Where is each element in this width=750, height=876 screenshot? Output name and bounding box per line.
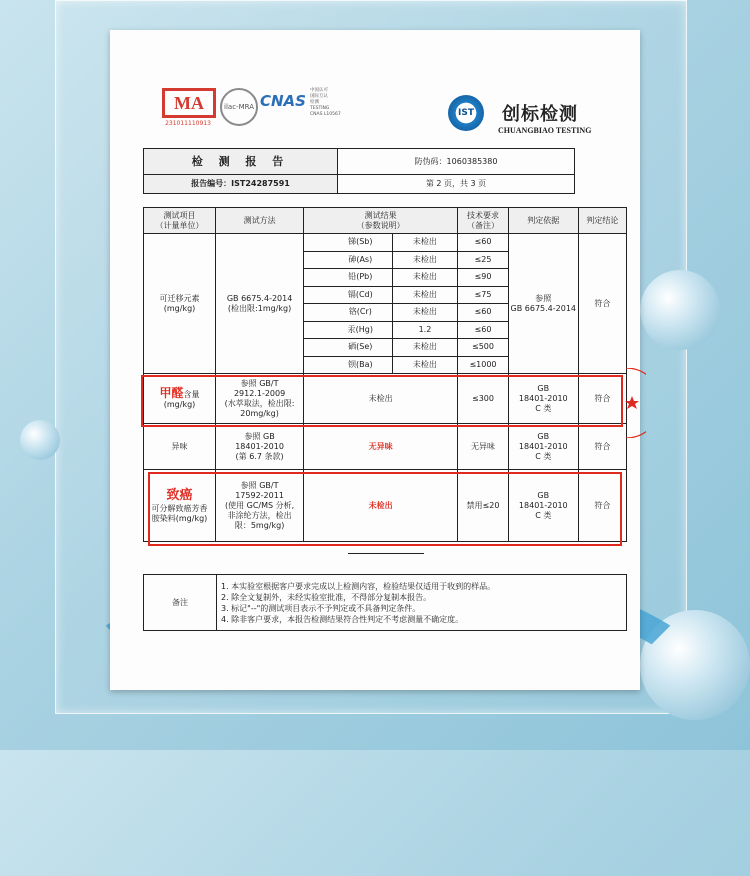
element-name: 镉(Cd) [329,286,392,304]
decorative-sphere [20,420,60,460]
col-result: 测试结果 （参数说明） [304,208,458,234]
element-req: ≤60 [458,304,508,322]
formaldehyde-highlight [141,375,623,427]
element-req: ≤25 [458,251,508,269]
note-item: 2. 除全文复制外，未经实验室批准，不得部分复制本报告。 [221,592,432,602]
element-name: 汞(Hg) [329,321,392,339]
element-name: 钡(Ba) [329,356,392,374]
formaldehyde-item: 甲醛含量 (mg/kg) [144,374,216,424]
cnas-info: 中国认可 国际互认 检测 TESTING CNAS L10567 [310,88,341,117]
element-name: 铅(Pb) [329,269,392,287]
element-result: 未检出 [392,304,458,322]
element-req: ≤1000 [458,356,508,374]
element-name: 砷(As) [329,251,392,269]
element-name: 硒(Se) [329,339,392,357]
note-item: 3. 标记"--"的测试项目表示不予判定或不具备判定条件。 [221,603,421,613]
notes-label: 备注 [144,575,217,631]
note-item: 1. 本实验室根据客户要求完成以上检测内容，检验结果仅适用于收到的样品。 [221,581,496,591]
element-name: 锑(Sb) [329,234,392,252]
cma-logo [162,88,214,126]
element-result: 未检出 [392,356,458,374]
element-result: 1.2 [392,321,458,339]
element-req: ≤60 [458,321,508,339]
cnas-logo-text: CNAS [260,92,306,110]
report-number: 报告编号：IST24287591 [144,175,338,194]
migratable-method: GB 6675.4-2014 (检出限:1mg/kg) [216,234,304,374]
formaldehyde-conclusion: 符合 [578,374,626,424]
carcinogen-conclusion: 符合 [578,470,626,542]
cnas-logo [260,92,312,128]
col-requirement: 技术要求 （备注） [458,208,508,234]
divider-line [348,553,424,554]
carcinogen-result: 未检出 [304,470,458,542]
migratable-basis: 参照 GB 6675.4-2014 [508,234,578,374]
anti-fake-code: 防伪码：1060385380 [338,149,575,175]
cma-number: 231011110913 [165,120,211,127]
migratable-item: 可迁移元素 (mg/kg) [144,234,216,374]
col-conclusion: 判定结论 [578,208,626,234]
element-req: ≤75 [458,286,508,304]
element-result: 未检出 [392,234,458,252]
migratable-conclusion: 符合 [578,234,626,374]
odor-result: 无异味 [304,424,458,470]
formaldehyde-basis: GB 18401-2010 C 类 [508,374,578,424]
carcinogen-highlight [148,472,622,546]
odor-basis: GB 18401-2010 C 类 [508,424,578,470]
element-req: ≤60 [458,234,508,252]
element-req: ≤90 [458,269,508,287]
company-name: 创标检测 [502,104,578,125]
col-item: 测试项目 （计量单位） [144,208,216,234]
notes-table [143,574,627,631]
col-basis: 判定依据 [508,208,578,234]
element-result: 未检出 [392,251,458,269]
formaldehyde-method: 参照 GB/T 2912.1-2009 (水萃取法，检出限: 20mg/kg) [216,374,304,424]
page-number: 第 2 页，共 3 页 [338,175,575,194]
formaldehyde-req: ≤300 [458,374,508,424]
inspection-seal [624,368,644,428]
carcinogen-basis: GB 18401-2010 C 类 [508,470,578,542]
carcinogen-req: 禁用≤20 [458,470,508,542]
carcinogen-method: 参照 GB/T 17592-2011 (使用 GC/MS 分析, 非涂纶方法，检出 限：5mg/kg) [216,470,304,542]
carcinogen-item: 致癌 可分解致癌芳香 胺染料(mg/kg) [144,470,216,542]
notes-content [217,575,627,631]
odor-req: 无异味 [458,424,508,470]
col-method: 测试方法 [216,208,304,234]
odor-conclusion: 符合 [578,424,626,470]
company-name-en: CHUANGBIAO TESTING [498,126,592,135]
element-name: 铬(Cr) [329,304,392,322]
element-req: ≤500 [458,339,508,357]
element-result: 未检出 [392,339,458,357]
odor-item: 异味 [144,424,216,470]
ist-logo: IST [448,95,484,131]
formaldehyde-result: 未检出 [304,374,458,424]
note-item: 4. 除非客户要求，本报告检测结果符合性判定不考虑测量不确定度。 [221,614,464,624]
cma-logo-text: MA [162,88,216,118]
element-result: 未检出 [392,269,458,287]
decorative-sphere [640,270,720,350]
element-result: 未检出 [392,286,458,304]
report-title: 检 测 报 告 [144,149,338,175]
ilac-mra-logo: ilac-MRA [220,88,258,126]
report-header-table [143,148,575,194]
odor-method: 参照 GB 18401-2010 (第 6.7 条款) [216,424,304,470]
